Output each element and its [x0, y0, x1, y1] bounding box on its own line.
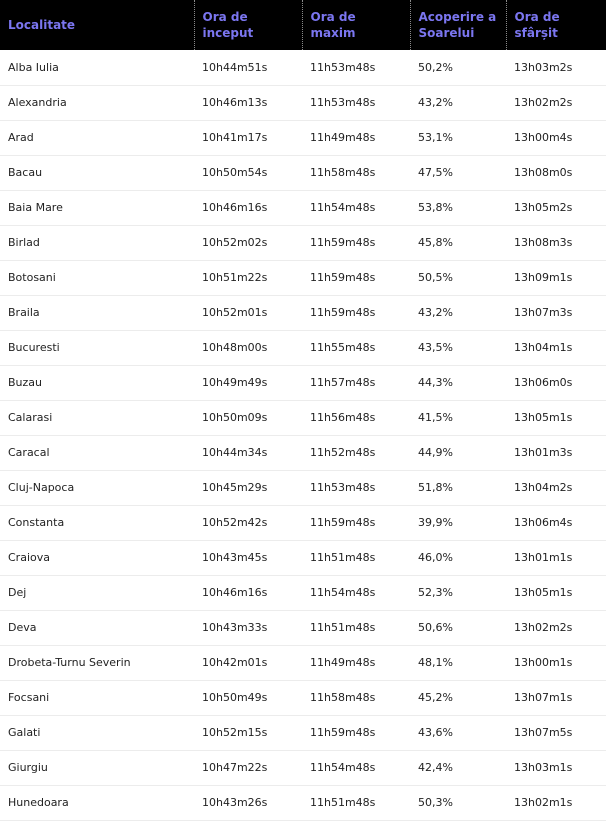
table-row [0, 260, 606, 295]
cell-ora-de-sfarsit: 13h07m3s [514, 306, 573, 319]
cell-localitate: Arad [8, 131, 34, 144]
cell-ora-de-maxim: 11h52m48s [310, 446, 376, 459]
cell-ora-de-inceput: 10h42m01s [202, 656, 268, 669]
cell-ora-de-inceput: 10h52m15s [202, 726, 268, 739]
cell-acoperire: 43,2% [418, 96, 453, 109]
table-row [0, 645, 606, 680]
cell-ora-de-maxim: 11h59m48s [310, 516, 376, 529]
header-localitate: Localitate [8, 18, 76, 32]
cell-ora-de-inceput: 10h47m22s [202, 761, 268, 774]
cell-acoperire: 52,3% [418, 586, 453, 599]
table-row [0, 295, 606, 330]
cell-ora-de-sfarsit: 13h09m1s [514, 271, 573, 284]
cell-ora-de-maxim: 11h59m48s [310, 271, 376, 284]
cell-acoperire: 43,6% [418, 726, 453, 739]
cell-ora-de-inceput: 10h52m01s [202, 306, 268, 319]
table-row [0, 435, 606, 470]
cell-ora-de-sfarsit: 13h06m0s [514, 376, 573, 389]
cell-acoperire: 39,9% [418, 516, 453, 529]
cell-ora-de-inceput: 10h44m51s [202, 60, 268, 74]
cell-acoperire: 45,2% [418, 691, 453, 704]
cell-localitate: Alba Iulia [8, 60, 59, 74]
cell-localitate: Dej [8, 586, 27, 599]
cell-ora-de-inceput: 10h48m00s [202, 341, 268, 354]
cell-ora-de-maxim: 11h59m48s [310, 306, 376, 319]
cell-localitate: Caracal [8, 446, 50, 459]
cell-ora-de-sfarsit: 13h04m1s [514, 341, 573, 354]
table-row [0, 715, 606, 750]
cell-localitate: Calarasi [8, 411, 53, 424]
table-row [0, 680, 606, 715]
cell-ora-de-sfarsit: 13h04m2s [514, 481, 573, 494]
cell-ora-de-inceput: 10h50m49s [202, 691, 268, 704]
table-row [0, 575, 606, 610]
table-row [0, 505, 606, 540]
cell-acoperire: 48,1% [418, 656, 453, 669]
cell-ora-de-maxim: 11h51m48s [310, 621, 376, 634]
table-body [0, 50, 606, 820]
cell-ora-de-maxim: 11h53m48s [310, 96, 376, 109]
cell-ora-de-inceput: 10h46m16s [202, 201, 268, 214]
cell-ora-de-inceput: 10h50m09s [202, 411, 268, 424]
cell-ora-de-inceput: 10h41m17s [202, 131, 268, 144]
cell-ora-de-inceput: 10h46m16s [202, 586, 268, 599]
table-row [0, 120, 606, 155]
cell-localitate: Buzau [8, 376, 43, 389]
cell-ora-de-maxim: 11h55m48s [310, 341, 376, 354]
table-header [0, 0, 606, 50]
cell-acoperire: 44,3% [418, 376, 453, 389]
cell-ora-de-inceput: 10h43m33s [202, 621, 268, 634]
cell-localitate: Alexandria [8, 96, 67, 109]
cell-localitate: Braila [8, 306, 40, 319]
cell-ora-de-maxim: 11h56m48s [310, 411, 376, 424]
cell-ora-de-inceput: 10h44m34s [202, 446, 268, 459]
cell-ora-de-inceput: 10h50m54s [202, 166, 268, 179]
cell-ora-de-inceput: 10h45m29s [202, 481, 268, 494]
cell-acoperire: 44,9% [418, 446, 453, 459]
cell-ora-de-maxim: 11h51m48s [310, 796, 376, 809]
table-row [0, 400, 606, 435]
cell-localitate: Focsani [8, 691, 50, 704]
header-ora-de-inceput: Ora de inceput [194, 0, 302, 50]
cell-ora-de-inceput: 10h52m42s [202, 516, 268, 529]
header-row [0, 0, 606, 50]
table-row [0, 470, 606, 505]
cell-ora-de-maxim: 11h53m48s [310, 481, 376, 494]
cell-ora-de-sfarsit: 13h08m3s [514, 236, 573, 249]
cell-ora-de-maxim: 11h53m48s [310, 60, 376, 74]
table-row [0, 85, 606, 120]
cell-ora-de-maxim: 11h57m48s [310, 376, 376, 389]
cell-ora-de-maxim: 11h59m48s [310, 236, 376, 249]
cell-localitate: Giurgiu [8, 761, 48, 774]
cell-ora-de-sfarsit: 13h02m1s [514, 796, 573, 809]
cell-acoperire: 53,8% [418, 201, 453, 214]
cell-acoperire: 41,5% [418, 411, 453, 424]
cell-localitate: Constanta [8, 516, 65, 529]
header-ora-de-maxim: Ora de maxim [302, 0, 410, 50]
cell-ora-de-sfarsit: 13h02m2s [514, 621, 573, 634]
cell-ora-de-maxim: 11h51m48s [310, 551, 376, 564]
cell-localitate: Bacau [8, 166, 43, 179]
cell-ora-de-sfarsit: 13h08m0s [514, 166, 573, 179]
cell-localitate: Craiova [8, 551, 50, 564]
table-row [0, 330, 606, 365]
header-ora-de-sfarsit: Ora de sfârșit [506, 0, 606, 50]
cell-ora-de-sfarsit: 13h06m4s [514, 516, 573, 529]
cell-ora-de-maxim: 11h54m48s [310, 586, 376, 599]
table-row [0, 610, 606, 645]
cell-acoperire: 50,2% [418, 60, 453, 74]
cell-acoperire: 50,6% [418, 621, 453, 634]
cell-acoperire: 50,3% [418, 796, 453, 809]
cell-ora-de-sfarsit: 13h05m1s [514, 586, 573, 599]
cell-localitate: Baia Mare [8, 201, 63, 214]
cell-acoperire: 50,5% [418, 271, 453, 284]
cell-ora-de-inceput: 10h49m49s [202, 376, 268, 389]
cell-acoperire: 51,8% [418, 481, 453, 494]
cell-localitate: Botosani [8, 271, 56, 284]
cell-ora-de-inceput: 10h46m13s [202, 96, 268, 109]
cell-ora-de-sfarsit: 13h02m2s [514, 96, 573, 109]
cell-ora-de-sfarsit: 13h01m3s [514, 446, 573, 459]
cell-acoperire: 53,1% [418, 131, 453, 144]
cell-ora-de-sfarsit: 13h05m1s [514, 411, 573, 424]
cell-ora-de-maxim: 11h54m48s [310, 761, 376, 774]
cell-ora-de-sfarsit: 13h00m4s [514, 131, 573, 144]
cell-ora-de-inceput: 10h43m26s [202, 796, 268, 809]
cell-ora-de-sfarsit: 13h07m1s [514, 691, 573, 704]
cell-ora-de-sfarsit: 13h05m2s [514, 201, 573, 214]
cell-localitate: Cluj-Napoca [8, 481, 75, 494]
cell-acoperire: 43,2% [418, 306, 453, 319]
cell-localitate: Deva [8, 621, 37, 634]
cell-ora-de-sfarsit: 13h03m1s [514, 761, 573, 774]
cell-acoperire: 47,5% [418, 166, 453, 179]
table-row [0, 540, 606, 575]
table-row [0, 750, 606, 785]
table-row [0, 785, 606, 820]
cell-localitate: Birlad [8, 236, 40, 249]
cell-ora-de-maxim: 11h49m48s [310, 656, 376, 669]
cell-ora-de-sfarsit: 13h03m2s [514, 60, 573, 74]
cell-ora-de-maxim: 11h54m48s [310, 201, 376, 214]
cell-acoperire: 45,8% [418, 236, 453, 249]
cell-acoperire: 43,5% [418, 341, 453, 354]
cell-localitate: Bucuresti [8, 341, 60, 354]
cell-ora-de-inceput: 10h43m45s [202, 551, 268, 564]
cell-ora-de-inceput: 10h51m22s [202, 271, 268, 284]
cell-localitate: Galati [8, 726, 41, 739]
table-row [0, 225, 606, 260]
cell-ora-de-maxim: 11h58m48s [310, 691, 376, 704]
cell-ora-de-sfarsit: 13h01m1s [514, 551, 573, 564]
header-acoperire-a-soarelui: Acoperire a Soarelui [410, 0, 506, 50]
cell-acoperire: 46,0% [418, 551, 453, 564]
cell-ora-de-maxim: 11h58m48s [310, 166, 376, 179]
cell-acoperire: 42,4% [418, 761, 453, 774]
cell-localitate: Hunedoara [8, 796, 69, 809]
cell-ora-de-sfarsit: 13h00m1s [514, 656, 573, 669]
table-row [0, 50, 606, 85]
cell-ora-de-inceput: 10h52m02s [202, 236, 268, 249]
cell-ora-de-sfarsit: 13h07m5s [514, 726, 573, 739]
table-row [0, 365, 606, 400]
table-row [0, 155, 606, 190]
cell-localitate: Drobeta-Turnu Severin [8, 656, 131, 669]
table-row [0, 190, 606, 225]
cell-ora-de-maxim: 11h59m48s [310, 726, 376, 739]
cell-ora-de-maxim: 11h49m48s [310, 131, 376, 144]
